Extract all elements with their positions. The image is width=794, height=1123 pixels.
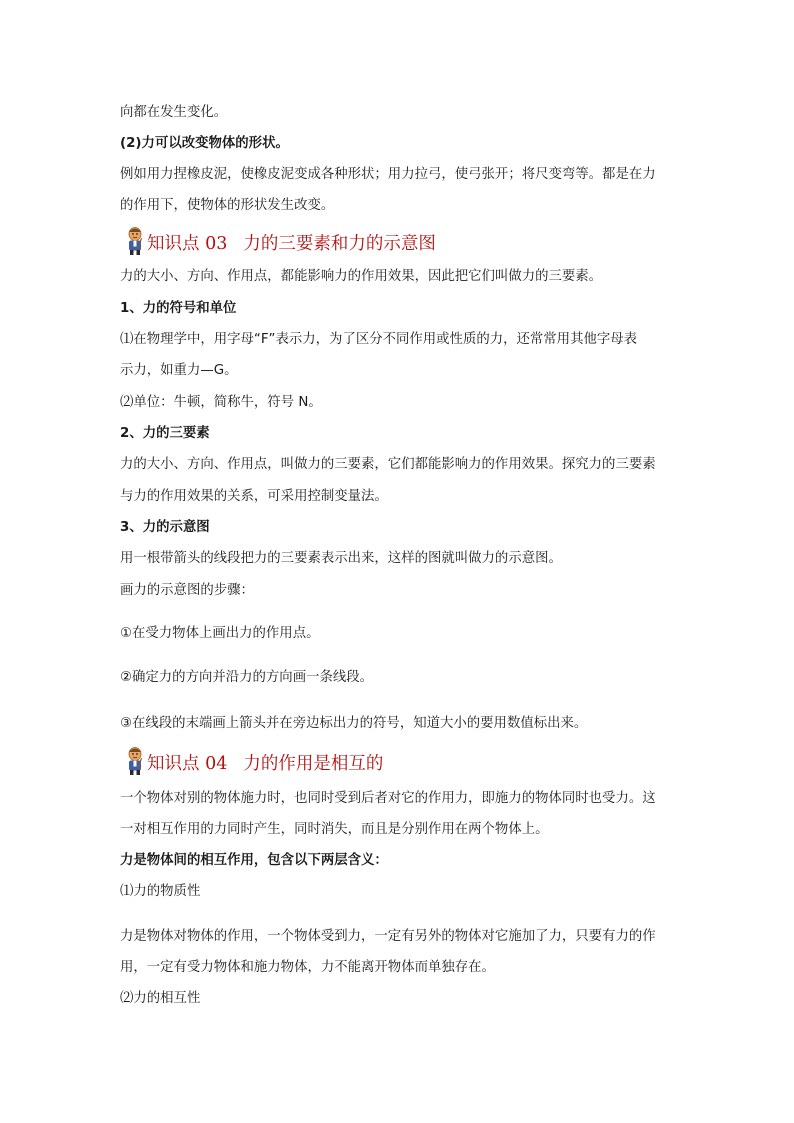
paragraph-continuation: 向都在发生变化。: [120, 105, 228, 120]
section-heading-04: [124, 746, 684, 778]
paragraph-mutual-line1: 一个物体对别的物体施力时，也同时受到后者对它的作用力，即施力的物体同时也受力。这: [120, 791, 656, 806]
section-label: 知识点 03: [147, 234, 228, 254]
paragraph-material-line2: 用，一定有受力物体和施力物体，力不能离开物体而单独存在。: [120, 960, 495, 975]
subheading-shape-change: (2)力可以改变物体的形状。: [120, 136, 289, 151]
bold-statement: 力是物体间的相互作用，包含以下两层含义：: [120, 853, 388, 868]
section-label: 知识点 04: [147, 754, 228, 774]
paragraph-example-line2: 的作用下，使物体的形状发生改变。: [120, 198, 335, 213]
section-title: 力的三要素和力的示意图: [243, 234, 436, 254]
paragraph-symbol-line1: ⑴在物理学中，用字母“F”表示力，为了区分不同作用或性质的力，还常常用其他字母表: [120, 332, 638, 347]
section-title: 力的作用是相互的: [243, 754, 384, 774]
subheading-three-elements: 2、力的三要素: [120, 426, 210, 441]
paragraph-mutual-line2: 一对相互作用的力同时产生，同时消失，而且是分别作用在两个物体上。: [120, 822, 549, 837]
teacher-icon: [124, 226, 146, 256]
subheading-symbol-unit: 1、力的符号和单位: [120, 301, 237, 316]
paragraph-force-diagram: 用一根带箭头的线段把力的三要素表示出来，这样的图就叫做力的示意图。: [120, 551, 562, 566]
paragraph-material-line1: 力是物体对物体的作用，一个物体受到力，一定有另外的物体对它施加了力，只要有力的作: [120, 929, 656, 944]
paragraph-steps-intro: 画力的示意图的步骤：: [120, 583, 254, 598]
paragraph-unit: ⑵单位：牛顿，简称牛，符号 N。: [120, 395, 322, 410]
subheading-mutuality: ⑵力的相互性: [120, 991, 201, 1006]
section-intro: 力的大小、方向、作用点，都能影响力的作用效果，因此把它们叫做力的三要素。: [120, 269, 603, 284]
step-item: ②确定力的方向并沿力的方向画一条线段。: [120, 670, 374, 685]
teacher-icon: [124, 746, 146, 776]
section-heading-03: [124, 226, 684, 258]
paragraph-example-line1: 例如用力捏橡皮泥，使橡皮泥变成各种形状；用力拉弓，使弓张开；将尺变弯等。都是在力: [120, 167, 656, 182]
step-item: ①在受力物体上画出力的作用点。: [120, 626, 320, 641]
step-item: ③在线段的末端画上箭头并在旁边标出力的符号，知道大小的要用数值标出来。: [120, 716, 588, 731]
paragraph-three-elements-line1: 力的大小、方向、作用点，叫做力的三要素，它们都能影响力的作用效果。探究力的三要素: [120, 457, 656, 472]
subheading-force-diagram: 3、力的示意图: [120, 520, 210, 535]
subheading-material: ⑴力的物质性: [120, 884, 201, 899]
paragraph-three-elements-line2: 与力的作用效果的关系，可采用控制变量法。: [120, 489, 388, 504]
paragraph-symbol-line2: 示力，如重力—G。: [120, 363, 238, 378]
